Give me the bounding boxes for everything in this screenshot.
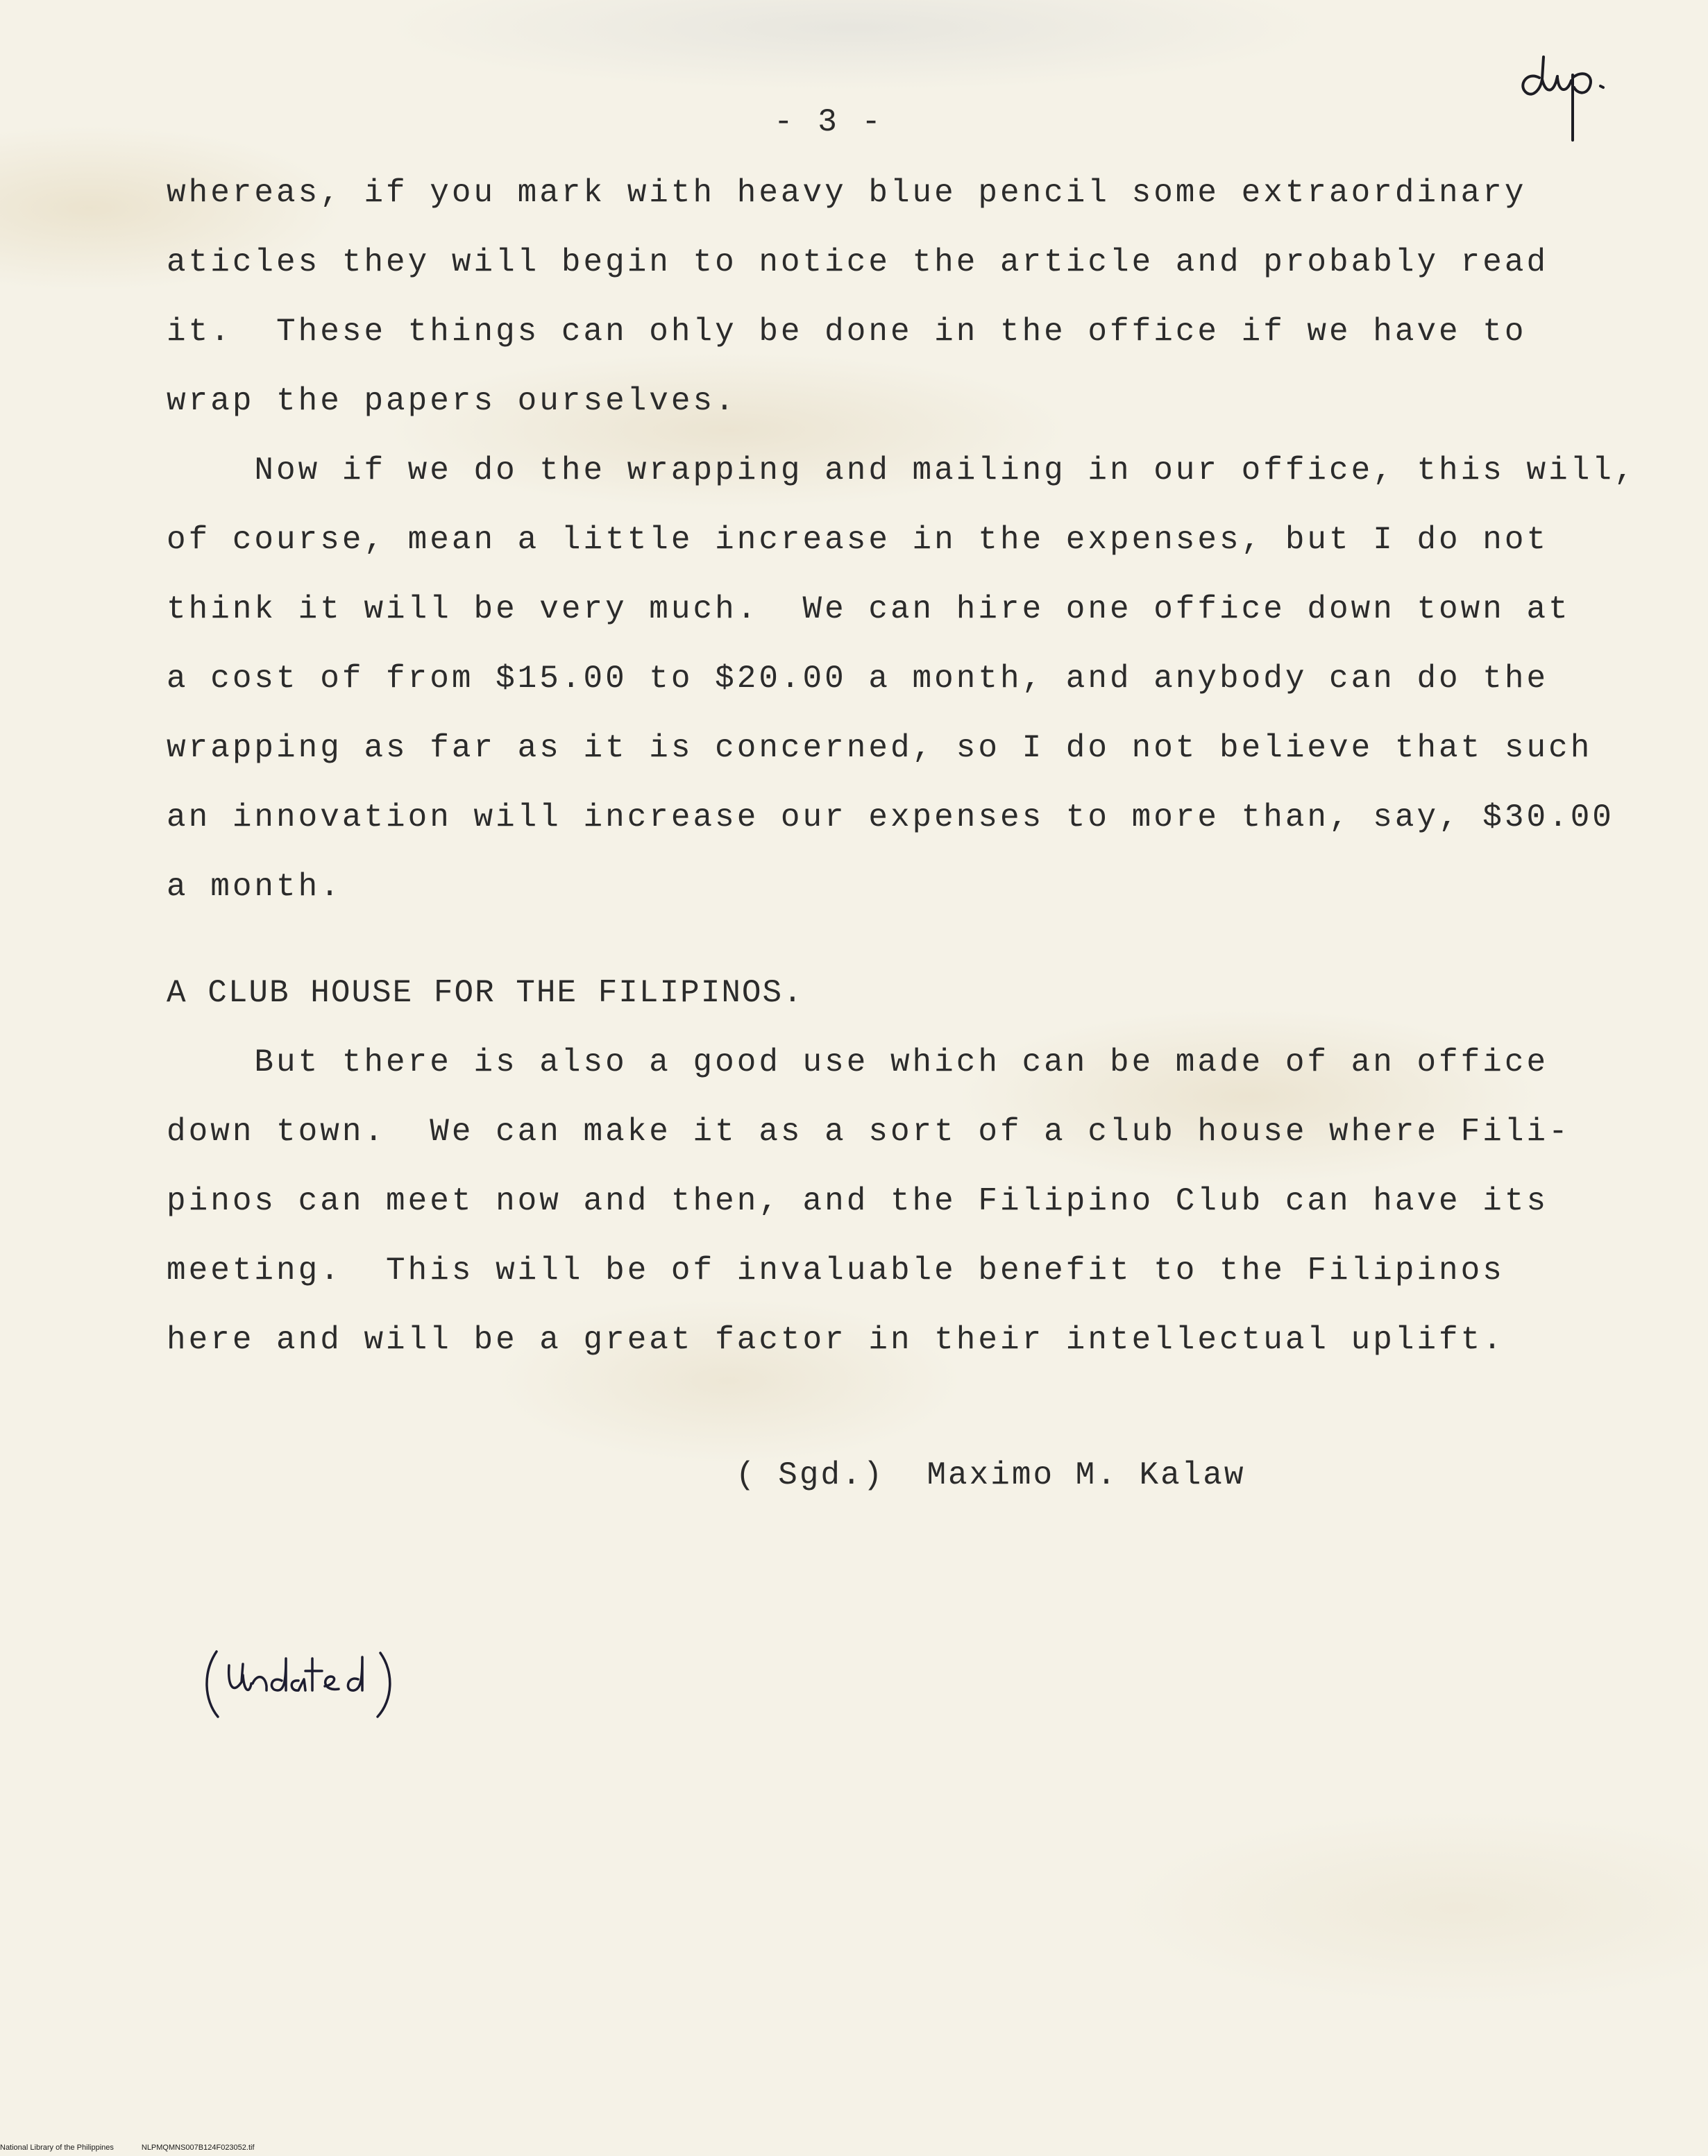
text-line: wrapping as far as it is concerned, so I do not believe that such (167, 730, 1593, 766)
footer-library: National Library of the Philippines (0, 2144, 114, 2152)
handwritten-annotation-dup (1513, 50, 1617, 147)
handwritten-annotation-undated (201, 1645, 403, 1721)
text-line: an innovation will increase our expenses to more than, say, $30.00 (167, 799, 1614, 835)
text-line: wrap the papers ourselves. (167, 383, 737, 419)
text-line: But there is also a good use which can be made of an office (167, 1044, 1549, 1080)
text-line: Now if we do the wrapping and mailing in our office, this will, (167, 452, 1637, 489)
footer-file-id: NLPMQMNS007B124F023052.tif (141, 2144, 255, 2152)
text-line: meeting. This will be of invaluable benefit to the Filipinos (167, 1253, 1505, 1289)
signature-line: ( Sgd.) Maximo M. Kalaw (736, 1457, 1246, 1493)
text-line: pinos can meet now and then, and the Filipino Club can have its (167, 1183, 1549, 1219)
text-line: down town. We can make it as a sort of a club house where Fili- (167, 1114, 1571, 1150)
text-line: here and will be a great factor in their intellectual uplift. (167, 1322, 1505, 1358)
archive-footer (0, 2144, 255, 2152)
text-line: think it will be very much. We can hire one office down town at (167, 591, 1571, 627)
text-line: whereas, if you mark with heavy blue pencil some extraordinary (167, 175, 1527, 211)
text-line: of course, mean a little increase in the expenses, but I do not (167, 522, 1549, 558)
text-line: a month. (167, 869, 342, 905)
text-line: a cost of from $15.00 to $20.00 a month, and anybody can do the (167, 661, 1549, 697)
text-line: it. These things can ohly be done in the office if we have to (167, 314, 1527, 350)
section-heading: A CLUB HOUSE FOR THE FILIPINOS. (167, 975, 804, 1011)
text-line: aticles they will begin to notice the article and probably read (167, 244, 1549, 280)
page-number: - 3 - (774, 104, 884, 140)
